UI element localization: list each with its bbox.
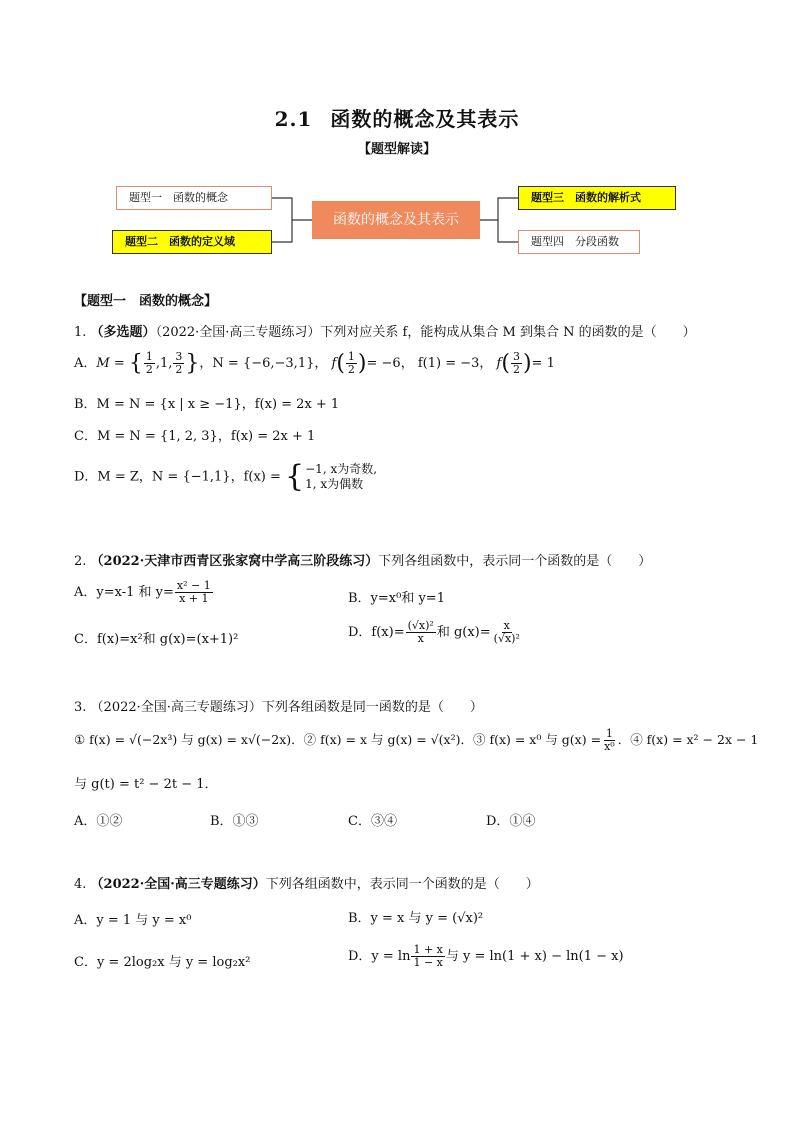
q3-statements-line2: 与 g(t) = t² − 2t − 1．: [74, 777, 218, 792]
q4-option-c: C．y = 2log₂x 与 y = log₂x²: [74, 955, 251, 970]
question-1: 1. （多选题）（2022·全国·高三专题练习）下列对应关系 f，能构成从集合 M 到集合 N 的函数的是（ ）: [74, 325, 696, 340]
q4-option-d: D．y = ln $\frac{1 + x}{1 - x}$ 与 y = ln(1 + x) − ln(1 − x): [348, 943, 624, 969]
q2-option-d: D．f(x)= $\frac{\text{(√x)²}}{x}$ 和 g(x)= $\frac{x}{\text{(√x)²}}$: [348, 619, 520, 645]
q3-option-b: B．①③: [210, 814, 259, 829]
q3-option-c: C．③④: [348, 814, 397, 829]
q4-option-b: B．y = x 与 y = (√x)²: [348, 911, 484, 926]
question-3: 3. （2022·全国·高三专题练习）下列各组函数是同一函数的是（ ）: [74, 700, 483, 715]
q3-option-d: D．①④: [486, 814, 536, 829]
q1-option-c: C．M = N = {1, 2, 3}，f(x) = 2x + 1: [74, 429, 316, 444]
q3-statements-line1: ① f(x) = √(−2x³) 与 g(x) = x√(−2x)．② f(x) = x 与 g(x) = √(x²)．③ f(x) = x⁰ 与 g(x) = $\frac{1}{\text{x⁰}}$ ．④ f(x) = x² − 2x − 1: [74, 727, 759, 753]
question-2: 2. （2022·天津市西青区张家窝中学高三阶段练习）下列各组函数中，表示同一个函数的是（ ）: [74, 554, 652, 569]
section-number: 2.1: [274, 107, 313, 131]
q4-option-a: A．y = 1 与 y = x⁰: [74, 913, 192, 928]
q2-option-a: A．y=x-1 和 y= $\frac{\text{x² − 1}}{x + 1}$: [74, 579, 211, 605]
mindmap-center: 函数的概念及其表示: [312, 201, 480, 239]
mindmap-connectors: [0, 0, 794, 300]
q2-option-b: B．y=x⁰和 y=1: [348, 591, 445, 606]
mindmap-topic-3: 题型三 函数的解析式: [518, 186, 676, 210]
question-4: 4. （2022·全国·高三专题练习）下列各组函数中，表示同一个函数的是（ ）: [74, 877, 539, 892]
title-text: 函数的概念及其表示: [330, 107, 520, 131]
q2-option-c: C．f(x)=x²和 g(x)=(x+1)²: [74, 632, 239, 647]
mindmap-topic-4: 题型四 分段函数: [518, 230, 640, 254]
q1-option-d: D．M = Z，N = {−1,1}，f(x) = { −1, x为奇数, 1, x为偶数: [74, 459, 378, 494]
mindmap-topic-1: 题型一 函数的概念: [116, 186, 272, 210]
q1-option-a: A．M = { $\frac{1}{2}$ ,1, $\frac{3}{2}$ }，N = {−6,−3,1}， f( $\frac{1}{2}$ )= −6， f(1) = −3， f( $\frac{3}{2}$ )= 1: [74, 350, 555, 376]
section-heading: 【题型一 函数的概念】: [74, 294, 218, 309]
q1-option-b: B．M = N = {x | x ≥ −1}，f(x) = 2x + 1: [74, 397, 340, 412]
mindmap-topic-2: 题型二 函数的定义域: [112, 230, 272, 254]
subtitle: 【题型解读】: [357, 142, 436, 157]
q3-option-a: A．①②: [74, 814, 123, 829]
